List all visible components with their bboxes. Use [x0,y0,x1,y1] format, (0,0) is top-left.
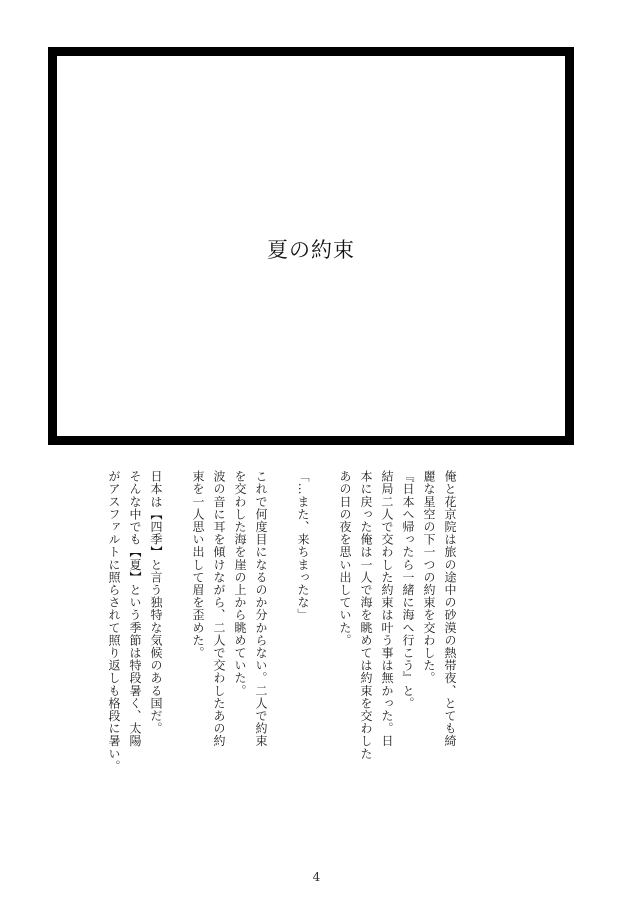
text-line: 麗な星空の下一つの約束を交わした。 [422,470,436,685]
story-title: 夏の約束 [267,238,355,262]
text-line: 俺と花京院は旅の途中の砂漠の熱帯夜、とても綺 [443,470,457,748]
title-frame [48,47,574,445]
text-line: そんな中でも【夏】という季節は特段暑く、太陽 [128,470,142,748]
blank-line [313,470,334,830]
dialogue-line: 「…また、来ちまったな」 [296,470,310,622]
text-line: を交わした海を崖の上から眺めていた。 [233,470,247,697]
text-line: 『日本へ帰ったら一緒に海へ行こう』と。 [401,470,415,710]
text-line: これで何度目になるのか分からない。二人で約束 [254,470,268,748]
text-line: がアスファルトに照らされて照り返しも格段に暑い。 [107,470,121,773]
page-number: 4 [312,870,321,884]
vertical-body-text [88,470,460,830]
text-line: 波の音に耳を傾けながら、二人で交わしたあの約 [212,470,226,748]
blank-line [271,470,292,830]
text-line: 結局二人で交わした約束は叶う事は無かった。日 [380,470,394,748]
text-line: 本に戻った俺は一人で海を眺めては約束を交わした [359,470,373,760]
text-line: 日本は【四季】と言う独特な気候のある国だ。 [149,470,163,735]
text-line: 束を一人思い出して眉を歪めた。 [191,470,205,659]
blank-line [166,470,187,830]
text-line: あの日の夜を思い出していた。 [338,470,352,647]
